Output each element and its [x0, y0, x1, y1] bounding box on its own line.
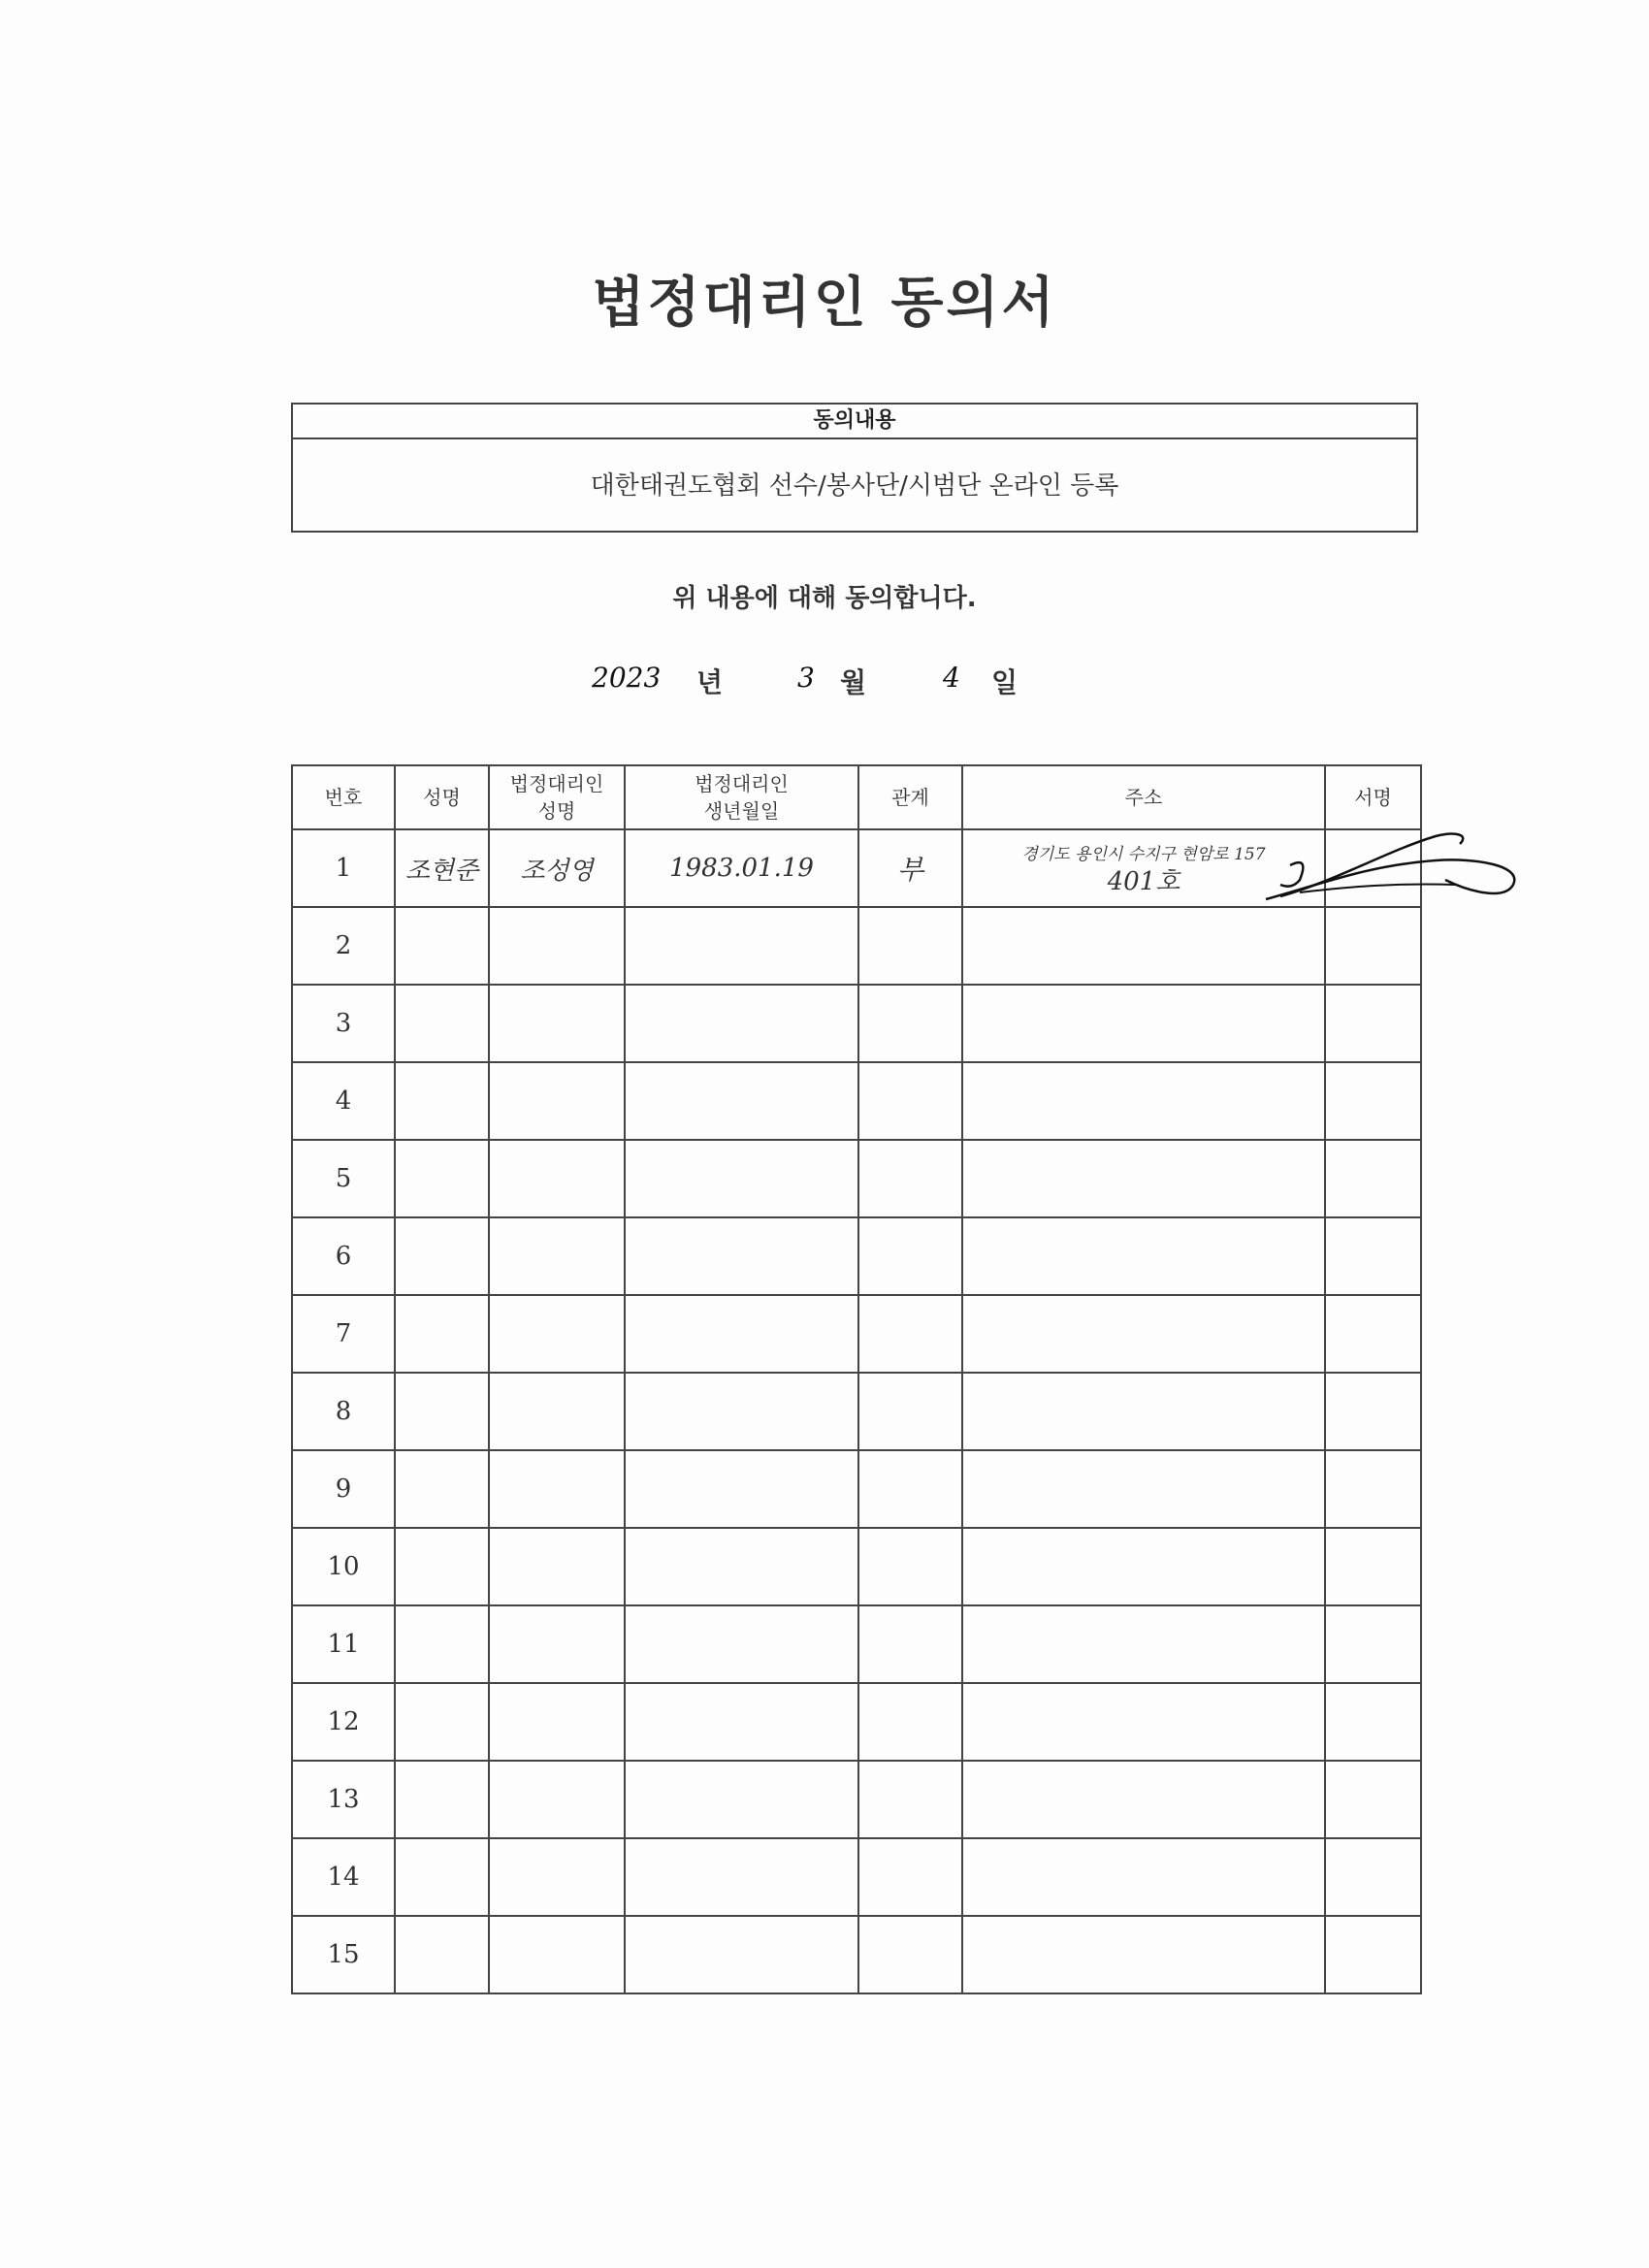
row-guardian-name[interactable]	[489, 985, 625, 1062]
table-row	[292, 1528, 1421, 1605]
row-signature[interactable]	[1325, 1528, 1421, 1605]
header-guardian-name-line1: 법정대리인	[509, 772, 604, 795]
row-guardian-birth[interactable]	[625, 1761, 858, 1838]
header-guardian-birth-line1: 법정대리인	[695, 772, 789, 795]
row-signature[interactable]	[1325, 1683, 1421, 1761]
row-guardian-birth[interactable]	[625, 1450, 858, 1528]
row-address[interactable]	[962, 1683, 1325, 1761]
row-relation[interactable]	[858, 1450, 962, 1528]
row-number: 10	[292, 1528, 395, 1605]
table-row	[292, 985, 1421, 1062]
date-year: 2023	[592, 662, 662, 694]
row-relation[interactable]	[858, 1683, 962, 1761]
row-number: 2	[292, 907, 395, 985]
row-guardian-birth[interactable]	[625, 1605, 858, 1683]
row-guardian-name[interactable]	[489, 1761, 625, 1838]
row-address[interactable]	[962, 1140, 1325, 1217]
row-guardian-name[interactable]	[489, 1373, 625, 1450]
table-row	[292, 829, 1421, 907]
header-address: 주소	[962, 765, 1325, 829]
row-guardian-birth[interactable]	[625, 1838, 858, 1916]
signature-scribble	[1261, 826, 1542, 923]
row-relation[interactable]	[858, 1062, 962, 1140]
header-relation: 관계	[858, 765, 962, 829]
row-address[interactable]	[962, 985, 1325, 1062]
row-address[interactable]	[962, 1217, 1325, 1295]
row-address[interactable]	[962, 1916, 1325, 1993]
row-number: 14	[292, 1838, 395, 1916]
row-signature[interactable]	[1325, 1838, 1421, 1916]
row-guardian-birth[interactable]	[625, 1140, 858, 1217]
row-guardian-name[interactable]	[489, 1450, 625, 1528]
row-name[interactable]	[395, 1916, 489, 1993]
table-row	[292, 1062, 1421, 1140]
row-guardian-birth[interactable]	[625, 1295, 858, 1373]
row-signature[interactable]	[1325, 1140, 1421, 1217]
date-day-label: 일	[991, 666, 1018, 698]
row-relation: 부	[858, 829, 962, 907]
row-guardian-name[interactable]	[489, 1916, 625, 1993]
row-guardian-name[interactable]	[489, 1683, 625, 1761]
row-address[interactable]	[962, 1761, 1325, 1838]
row-guardian-name[interactable]	[489, 1217, 625, 1295]
row-relation[interactable]	[858, 1528, 962, 1605]
table-row	[292, 907, 1421, 985]
row-relation[interactable]	[858, 1605, 962, 1683]
row-name[interactable]	[395, 985, 489, 1062]
table-header-row	[292, 765, 1421, 829]
row-name[interactable]	[395, 1062, 489, 1140]
row-signature[interactable]	[1325, 985, 1421, 1062]
row-address[interactable]	[962, 1062, 1325, 1140]
document-title: 법정대리인 동의서	[592, 272, 1057, 335]
header-guardian-name	[489, 765, 625, 829]
table-row	[292, 1605, 1421, 1683]
row-signature[interactable]	[1325, 1373, 1421, 1450]
row-name[interactable]	[395, 1373, 489, 1450]
row-relation[interactable]	[858, 1373, 962, 1450]
row-name[interactable]	[395, 1528, 489, 1605]
row-address[interactable]	[962, 1373, 1325, 1450]
row-relation[interactable]	[858, 1838, 962, 1916]
row-name[interactable]	[395, 1683, 489, 1761]
row-address[interactable]	[962, 1838, 1325, 1916]
consent-box	[291, 403, 1418, 533]
table-row	[292, 1683, 1421, 1761]
header-name: 성명	[395, 765, 489, 829]
consent-header: 동의내용	[293, 405, 1416, 439]
row-guardian-birth[interactable]	[625, 985, 858, 1062]
row-number: 13	[292, 1761, 395, 1838]
row-number: 7	[292, 1295, 395, 1373]
row-signature[interactable]	[1325, 1217, 1421, 1295]
row-number: 4	[292, 1062, 395, 1140]
table-row	[292, 1373, 1421, 1450]
date-day: 4	[943, 662, 960, 694]
row-number: 8	[292, 1373, 395, 1450]
row-guardian-birth[interactable]	[625, 1528, 858, 1605]
row-guardian-birth[interactable]	[625, 1683, 858, 1761]
row-name[interactable]	[395, 1761, 489, 1838]
row-guardian-name[interactable]	[489, 907, 625, 985]
date-year-label: 년	[696, 666, 724, 698]
header-guardian-birth-line2: 생년월일	[703, 799, 780, 823]
row-number: 5	[292, 1140, 395, 1217]
row-relation[interactable]	[858, 1295, 962, 1373]
row-guardian-name[interactable]	[489, 1062, 625, 1140]
row-relation[interactable]	[858, 1140, 962, 1217]
row-signature[interactable]	[1325, 1761, 1421, 1838]
header-guardian-name-line2: 성명	[537, 799, 576, 823]
row-relation[interactable]	[858, 1217, 962, 1295]
header-signature: 서명	[1325, 765, 1421, 829]
row-number: 9	[292, 1450, 395, 1528]
row-name: 조현준	[395, 829, 489, 907]
date-month-label: 월	[840, 666, 867, 698]
row-name[interactable]	[395, 1450, 489, 1528]
table-row	[292, 1140, 1421, 1217]
header-guardian-birth	[625, 765, 858, 829]
row-guardian-name[interactable]	[489, 1528, 625, 1605]
guardian-table	[291, 764, 1422, 1994]
row-number: 11	[292, 1605, 395, 1683]
row-relation[interactable]	[858, 907, 962, 985]
row-guardian-name[interactable]	[489, 1295, 625, 1373]
header-number: 번호	[292, 765, 395, 829]
table-row	[292, 1295, 1421, 1373]
row-number: 12	[292, 1683, 395, 1761]
row-address[interactable]	[962, 1528, 1325, 1605]
row-address[interactable]	[962, 1295, 1325, 1373]
row-name[interactable]	[395, 907, 489, 985]
row-address-line1: 경기도 용인시 수지구 현암로 157	[1021, 845, 1266, 864]
row-address[interactable]	[962, 1605, 1325, 1683]
row-guardian-birth[interactable]	[625, 907, 858, 985]
row-number: 1	[292, 829, 395, 907]
row-signature[interactable]	[1325, 1916, 1421, 1993]
row-guardian-birth[interactable]	[625, 1217, 858, 1295]
row-name[interactable]	[395, 1605, 489, 1683]
row-guardian-birth: 1983.01.19	[625, 829, 858, 907]
row-signature[interactable]	[1325, 1605, 1421, 1683]
consent-content: 대한태권도협회 선수/봉사단/시범단 온라인 등록	[590, 471, 1119, 501]
row-signature[interactable]	[1325, 1295, 1421, 1373]
row-number: 15	[292, 1916, 395, 1993]
row-guardian-name: 조성영	[489, 829, 625, 907]
row-name[interactable]	[395, 1140, 489, 1217]
row-name[interactable]	[395, 1217, 489, 1295]
row-signature[interactable]	[1325, 1062, 1421, 1140]
table-row	[292, 1450, 1421, 1528]
row-signature[interactable]	[1325, 1450, 1421, 1528]
row-guardian-birth[interactable]	[625, 1062, 858, 1140]
row-number: 6	[292, 1217, 395, 1295]
row-relation[interactable]	[858, 1916, 962, 1993]
date-month: 3	[797, 662, 815, 694]
row-guardian-birth[interactable]	[625, 1373, 858, 1450]
table-row	[292, 1217, 1421, 1295]
row-guardian-name[interactable]	[489, 1838, 625, 1916]
agreement-statement: 위 내용에 대해 동의합니다.	[672, 584, 977, 613]
row-number: 3	[292, 985, 395, 1062]
row-guardian-name[interactable]	[489, 1140, 625, 1217]
row-address[interactable]	[962, 1450, 1325, 1528]
row-address-line2: 401호	[1107, 867, 1180, 896]
row-relation[interactable]	[858, 1761, 962, 1838]
row-relation[interactable]	[858, 985, 962, 1062]
row-name[interactable]	[395, 1838, 489, 1916]
table-row	[292, 1838, 1421, 1916]
row-guardian-name[interactable]	[489, 1605, 625, 1683]
table-row	[292, 1916, 1421, 1993]
row-guardian-birth[interactable]	[625, 1916, 858, 1993]
row-name[interactable]	[395, 1295, 489, 1373]
table-row	[292, 1761, 1421, 1838]
